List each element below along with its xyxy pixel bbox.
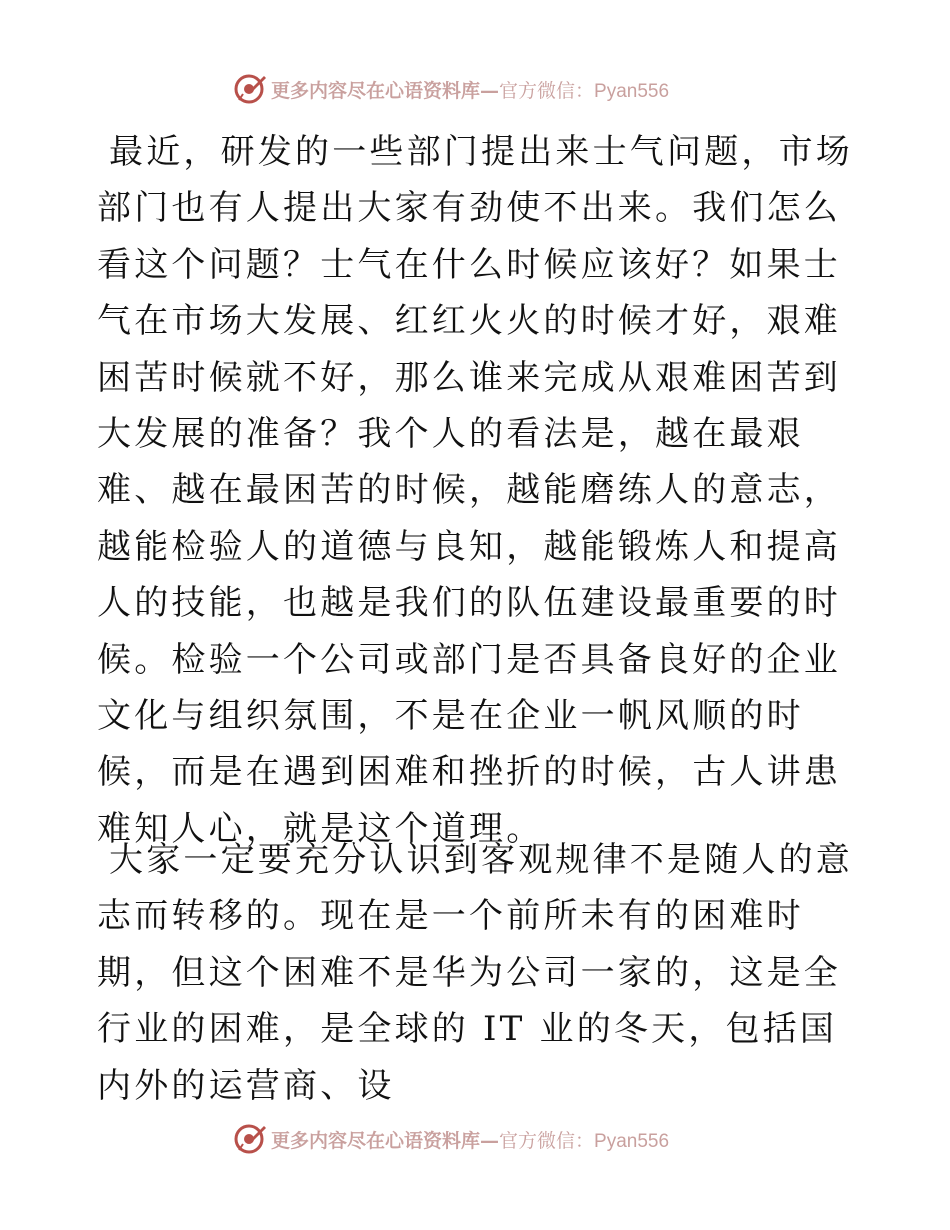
pen-logo-icon	[233, 1122, 267, 1156]
header-banner-text: 更多内容尽在心语资料库—	[271, 79, 500, 102]
paragraph-1: 最近，研发的一些部门提出来士气问题，市场部门也有人提出大家有劲使不出来。我们怎么看这个问题？士气在什么时候应该好？如果士气在市场大发展、红红火火的时候才好，艰难困苦时候就不好，那么谁来完成从艰难困苦到大发展的准备？我个人的看法是，越在最艰难、越在最困苦的时候，越能磨练人的意志，越能检验人的道德与良知，越能锻炼人和提高人的技能，也越是我们的队伍建设最重要的时候。检验一个公司或部门是否具备良好的企业文化与组织氛围，不是在企业一帆风顺的时候，而是在遇到困难和挫折的时候，古人讲患难知人心，就是这个道理。	[97, 132, 853, 849]
footer-banner-wechat: 官方微信：Pyan556	[499, 1130, 670, 1152]
pen-logo-icon	[233, 72, 267, 106]
header-banner-wechat: 官方微信：Pyan556	[499, 80, 670, 102]
footer-banner	[233, 1122, 669, 1156]
footer-banner-text: 更多内容尽在心语资料库—	[271, 1129, 500, 1152]
header-banner	[233, 72, 669, 106]
paragraph-2: 大家一定要充分认识到客观规律不是随人的意志而转移的。现在是一个前所未有的困难时期，但这个困难不是华为公司一家的，这是全行业的困难，是全球的 IT 业的冬天，包括国内外的运营商、设	[97, 840, 853, 1106]
